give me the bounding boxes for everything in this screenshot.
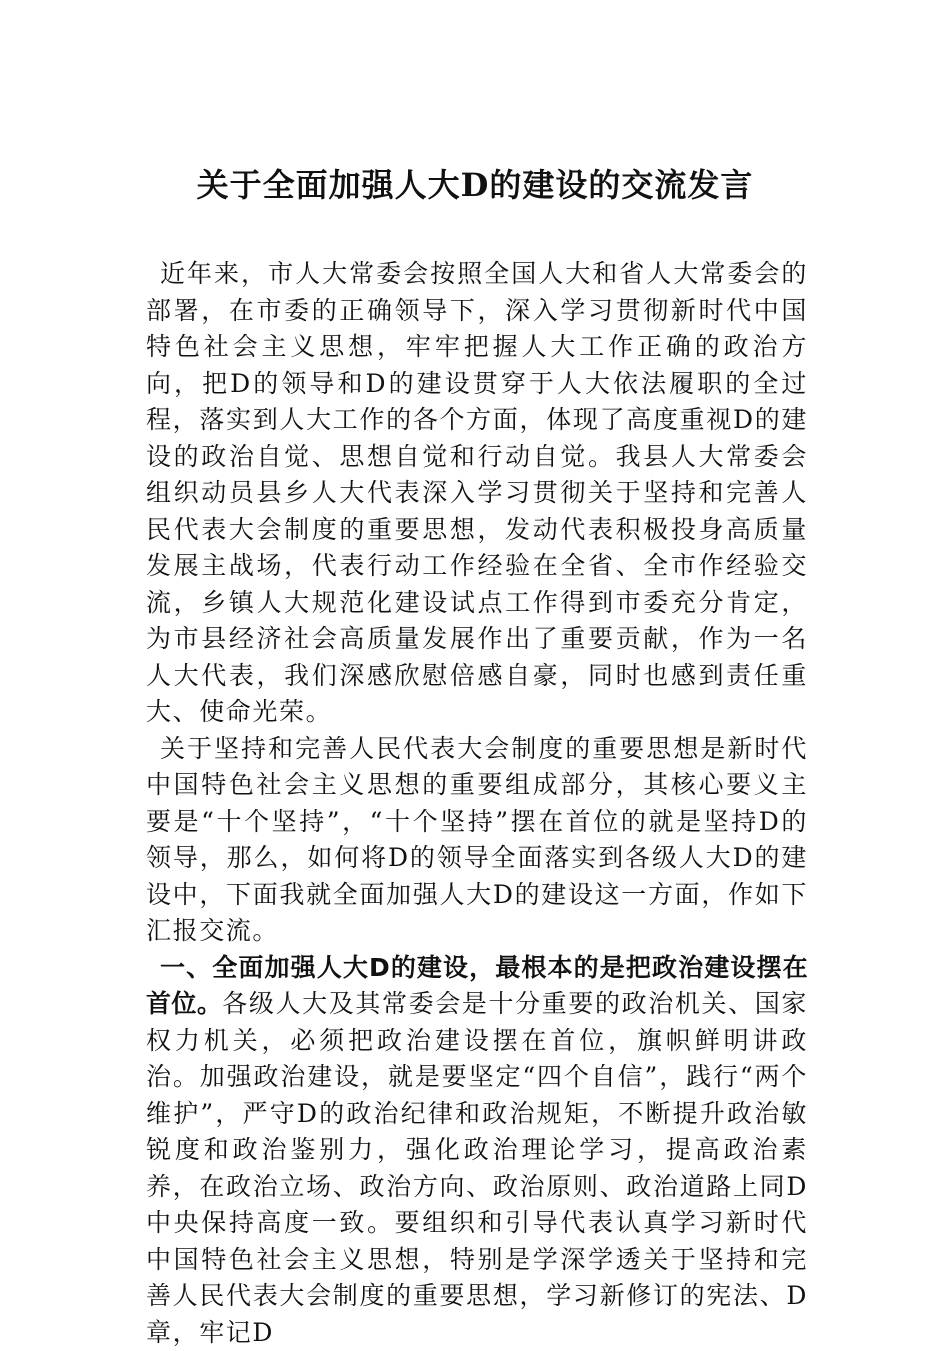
paragraph-section-one [146,950,808,1351]
section-heading: 一、全面加强人大D的建设，最根本的是把政治建设摆在首位。 [146,953,808,1019]
document-title: 关于全面加强人大D的建设的交流发言 [0,160,950,210]
document-body [146,256,808,1351]
paragraph-text: 关于坚持和完善人民代表大会制度的重要思想是新时代中国特色社会主义思想的重要组成部分，其核心要义主要是“十个坚持”，“十个坚持”摆在首位的就是坚持D的领导，那么，如何将D的领导全面落实到各级人大D的建设中，下面我就全面加强人大D的建设这一方面，作如下汇报交流。 [146,734,808,946]
paragraph-core-thought [146,731,808,950]
paragraph-text: 各级人大及其常委会是十分重要的政治机关、国家权力机关，必须把政治建设摆在首位，旗帜鲜明讲政治。加强政治建设，就是要坚定“四个自信”，践行“两个维护”，严守D的政治纪律和政治规矩，不断提升政治敏锐度和政治鉴别力，强化政治理论学习，提高政治素养，在政治立场、政治方向、政治原则、政治道路上同D中央保持高度一致。要组织和引导代表认真学习新时代中国特色社会主义思想，特别是学深学透关于坚持和完善人民代表大会制度的重要思想，学习新修订的宪法、D章，牢记D [146,989,808,1347]
paragraph-intro [146,256,808,731]
paragraph-text: 近年来，市人大常委会按照全国人大和省人大常委会的部署，在市委的正确领导下，深入学习贯彻新时代中国特色社会主义思想，牢牢把握人大工作正确的政治方向，把D的领导和D的建设贯穿于人大依法履职的全过程，落实到人大工作的各个方面，体现了高度重视D的建设的政治自觉、思想自觉和行动自觉。我县人大常委会组织动员县乡人大代表深入学习贯彻关于坚持和完善人民代表大会制度的重要思想，发动代表积极投身高质量发展主战场，代表行动工作经验在全省、全市作经验交流，乡镇人大规范化建设试点工作得到市委充分肯定，为市县经济社会高质量发展作出了重要贡献，作为一名人大代表，我们深感欣慰倍感自豪，同时也感到责任重大、使命光荣。 [146,259,808,726]
